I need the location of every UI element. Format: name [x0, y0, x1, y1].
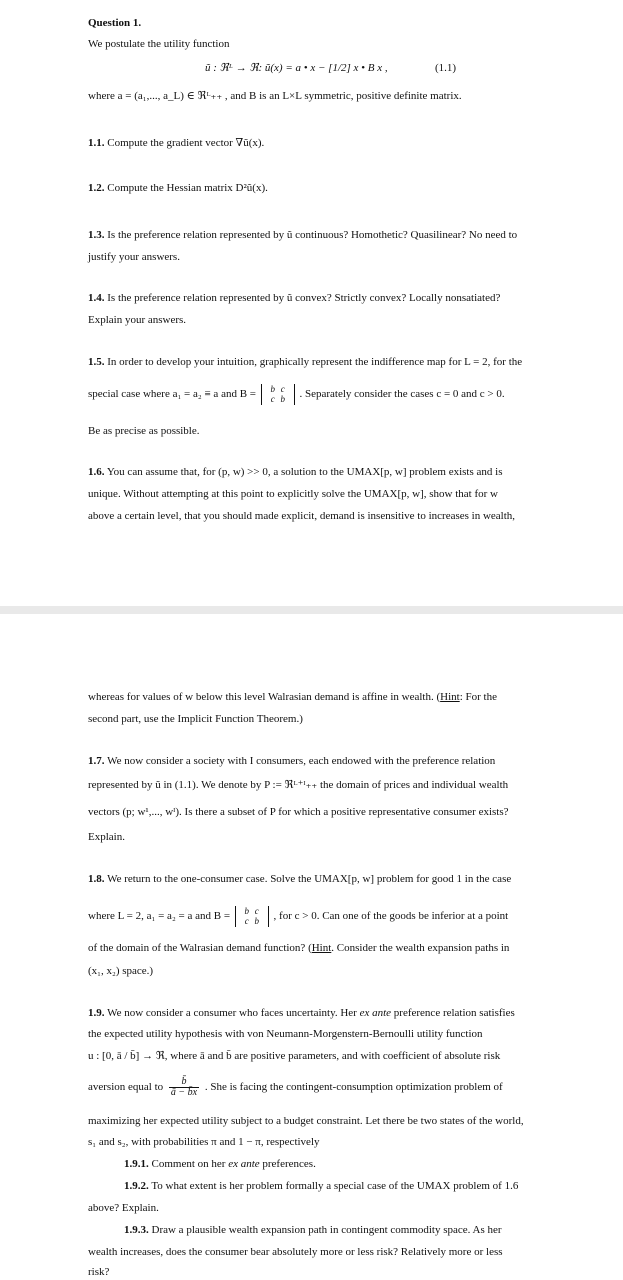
question-1-9-1: 1.9.1. Comment on her ex ante preferences. [124, 1158, 316, 1170]
question-1-5-line-2: special case where a₁ = a₂ ≡ a and B = b c c b . Separately consider the cases c = 0 and c > 0. [88, 384, 505, 405]
page-1 [0, 0, 623, 606]
question-1-4-line-2: Explain your answers. [88, 314, 187, 326]
question-1-6-line-1: 1.6. You can assume that, for (p, w) >> 0, a solution to the UMAX[p, w] problem exists and is [88, 466, 503, 478]
page-2 [0, 614, 623, 1280]
question-title: Question 1. [88, 17, 142, 29]
where-line: where a = (a₁,..., a_L) ∈ ℜᴸ₊₊ , and B is an L×L symmetric, positive definite matrix. [88, 90, 462, 102]
question-1-7-line-4: Explain. [88, 831, 125, 843]
question-1-8-line-4: (x₁, x₂) space.) [88, 965, 154, 977]
matrix-b-2: b c c b [235, 906, 269, 927]
matrix-b: b c c b [261, 384, 295, 405]
question-1-2: 1.2. Compute the Hessian matrix D²ũ(x). [88, 182, 268, 194]
question-1-3-line-2: justify your answers. [88, 251, 180, 263]
question-1-9-line-3: u : [0, ā / b̄] → ℜ, where ā and b̄ are positive parameters, and with coefficient of absolute risk [88, 1050, 501, 1062]
page-separator [0, 606, 623, 614]
question-1-8-line-3: of the domain of the Walrasian demand function? (Hint. Consider the wealth expansion paths in [88, 942, 510, 954]
equation-number: (1.1) [435, 62, 457, 74]
question-1-8-line-1: 1.8. We return to the one-consumer case. Solve the UMAX[p, w] problem for good 1 in the case [88, 873, 512, 885]
question-1-6-line-5: second part, use the Implicit Function Theorem.) [88, 713, 303, 725]
question-1-8-line-2: where L = 2, a₁ = a₂ = a and B = b c c b , for c > 0. Can one of the goods be inferior at a point [88, 906, 509, 927]
question-1-6-line-4: whereas for values of w below this level Walrasian demand is affine in wealth. (Hint: For the [88, 691, 497, 703]
question-1-6-line-3: above a certain level, that you should made explicit, demand is insensitive to increases in wealth, [88, 510, 516, 522]
question-1-9-3-line-3: risk? [88, 1266, 110, 1278]
intro-text: We postulate the utility function [88, 38, 230, 50]
question-1-5-line-1: 1.5. In order to develop your intuition, graphically represent the indifference map for L = 2, for the [88, 356, 523, 368]
question-1-7-line-1: 1.7. We now consider a society with I consumers, each endowed with the preference relation [88, 755, 496, 767]
question-1-9-3-line-1: 1.9.3. Draw a plausible wealth expansion path in contingent commodity space. As her [124, 1224, 502, 1236]
question-1-9-line-1: 1.9. We now consider a consumer who faces uncertainty. Her ex ante preference relation satisfies [88, 1007, 515, 1019]
question-1-4-line-1: 1.4. Is the preference relation represented by ũ convex? Strictly convex? Locally nonsatiated? [88, 292, 501, 304]
question-1-7-line-3: vectors (p; w¹,..., wᴵ). Is there a subset of P for which a positive representative consumer exists? [88, 806, 509, 818]
question-1-9-line-4: aversion equal to $\frac{b̄}{ā - b̄x}$ . She is facing the contingent-consumption optimization problem of [88, 1076, 503, 1098]
risk-aversion-fraction: $\frac{b̄}{ā - b̄x}$ [170, 1076, 198, 1098]
question-1-5-line-3: Be as precise as possible. [88, 425, 200, 437]
question-1-9-2-line-2: above? Explain. [88, 1202, 159, 1214]
question-1-1: 1.1. Compute the gradient vector ∇ũ(x). [88, 137, 265, 149]
question-1-6-line-2: unique. Without attempting at this point to explicitly solve the UMAX[p, w], show that for w [88, 488, 498, 500]
question-1-9-line-6: s₁ and s₂, with probabilities π and 1 − π, respectively [88, 1136, 320, 1148]
question-1-9-3-line-2: wealth increases, does the consumer bear absolutely more or less risk? Relatively more or less [88, 1246, 503, 1258]
question-1-9-line-5: maximizing her expected utility subject to a budget constraint. Let there be two states of the world, [88, 1115, 524, 1127]
question-1-9-2-line-1: 1.9.2. To what extent is her problem formally a special case of the UMAX problem of 1.6 [124, 1180, 519, 1192]
question-1-7-line-2: represented by ũ in (1.1). We denote by P := ℜᴸ⁺ᴵ₊₊ the domain of prices and individual wealth [88, 779, 509, 791]
question-1-9-line-2: the expected utility hypothesis with von Neumann-Morgenstern-Bernoulli utility function [88, 1028, 483, 1040]
question-1-3-line-1: 1.3. Is the preference relation represented by ũ continuous? Homothetic? Quasilinear? No need to [88, 229, 518, 241]
utility-formula: ũ : ℜᴸ → ℜ: ũ(x) = a • x − [1/2] x • B x , [205, 62, 388, 74]
